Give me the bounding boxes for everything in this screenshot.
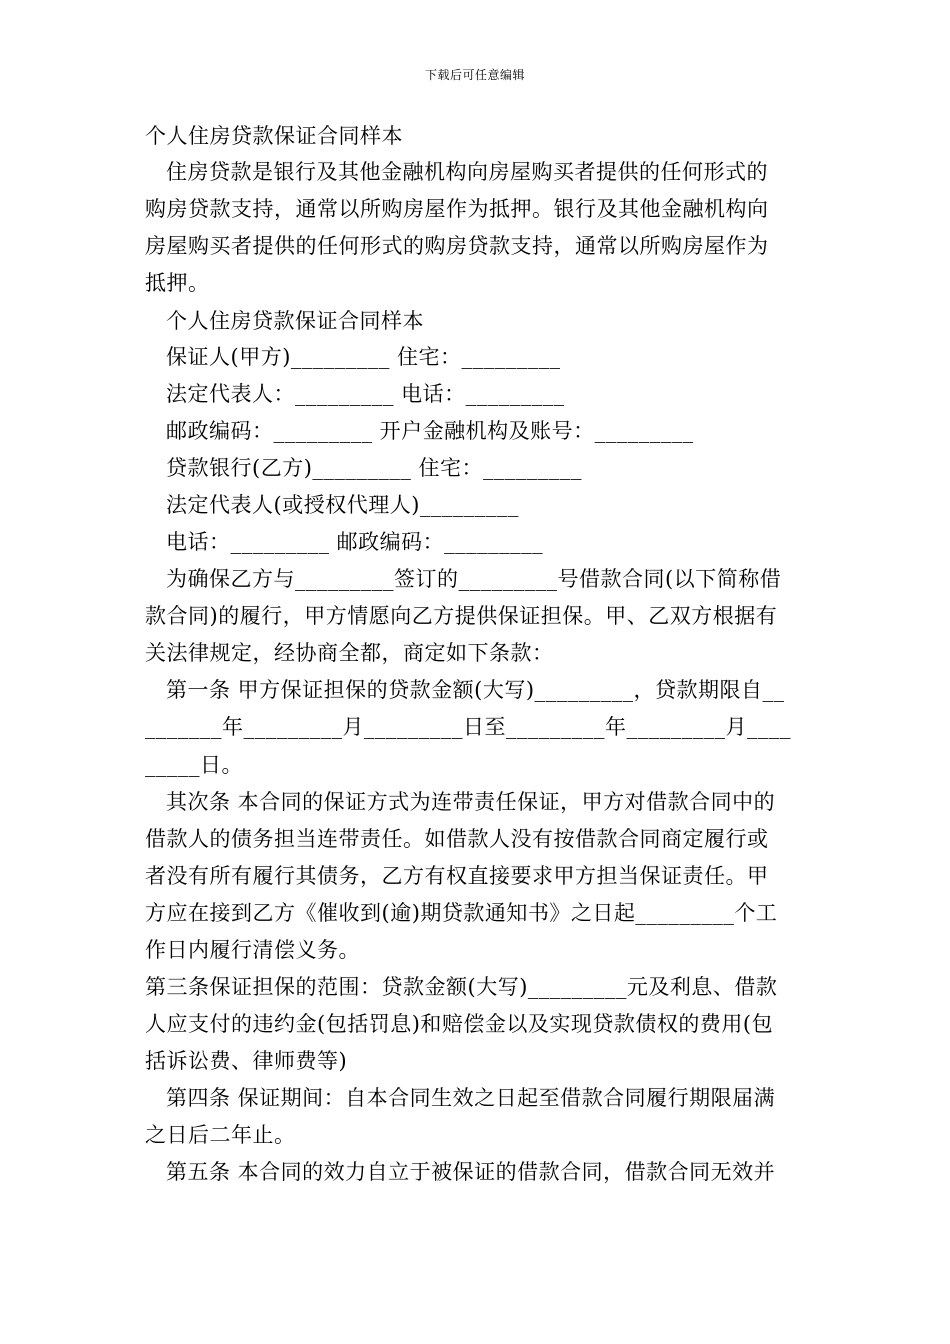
- clause-line: 其次条 本合同的保证方式为连带责任保证，甲方对借款合同中的: [166, 790, 776, 814]
- clause-line: 人应支付的违约金(包括罚息)和赔偿金以及实现贷款债权的费用(包: [145, 1012, 774, 1036]
- page-header: 下载后可任意编辑: [424, 68, 525, 82]
- clause-line: 第四条 保证期间：自本合同生效之日起至借款合同履行期限届满: [166, 1086, 776, 1110]
- clause-line: 第三条保证担保的范围：贷款金额(大写)_________元及利息、借款: [145, 975, 778, 999]
- section-title: 个人住房贷款保证合同样本: [166, 309, 424, 333]
- clause-line: 括诉讼费、律师费等): [145, 1049, 348, 1073]
- paragraph-line: 房屋购买者提供的任何形式的购房贷款支持，通常以所购房屋作为: [145, 234, 769, 258]
- clause-line: 之日后二年止。: [145, 1123, 296, 1147]
- paragraph-line: 抵押。: [145, 271, 210, 295]
- paragraph-line: 款合同)的履行，甲方情愿向乙方提供保证担保。甲、乙双方根据有: [145, 604, 778, 628]
- paragraph-line: 关法律规定，经协商全都，商定如下条款：: [145, 641, 554, 665]
- form-line: 法定代表人：_________ 电话：_________: [166, 382, 565, 406]
- clause-line: 第五条 本合同的效力自立于被保证的借款合同，借款合同无效并: [166, 1160, 776, 1184]
- form-line: 贷款银行(乙方)_________ 住宅：_________: [166, 456, 583, 480]
- paragraph-line: 购房贷款支持，通常以所购房屋作为抵押。银行及其他金融机构向: [145, 197, 769, 221]
- form-line: 电话：_________ 邮政编码：_________: [166, 530, 544, 554]
- clause-line: 者没有所有履行其债务，乙方有权直接要求甲方担当保证责任。甲: [145, 864, 769, 888]
- clause-line: 作日内履行清偿义务。: [145, 938, 360, 962]
- form-line: 法定代表人(或授权代理人)_________: [166, 493, 519, 517]
- document-title: 个人住房贷款保证合同样本: [145, 124, 403, 148]
- clause-line: _____日。: [145, 753, 243, 777]
- clause-line: _______年_________月_________日至_________年_________月____: [145, 715, 791, 739]
- clause-line: 第一条 甲方保证担保的贷款金额(大写)_________，贷款期限自__: [166, 678, 785, 702]
- clause-line: 方应在接到乙方《催收到(逾)期贷款通知书》之日起_________个工: [145, 901, 778, 925]
- paragraph-line: 为确保乙方与_________签订的_________号借款合同(以下简称借: [166, 567, 782, 591]
- clause-line: 借款人的债务担当连带责任。如借款人没有按借款合同商定履行或: [145, 827, 769, 851]
- form-line: 邮政编码：_________ 开户金融机构及账号：_________: [166, 419, 694, 443]
- form-line: 保证人(甲方)_________ 住宅：_________: [166, 345, 561, 369]
- paragraph-line: 住房贷款是银行及其他金融机构向房屋购买者提供的任何形式的: [166, 160, 768, 184]
